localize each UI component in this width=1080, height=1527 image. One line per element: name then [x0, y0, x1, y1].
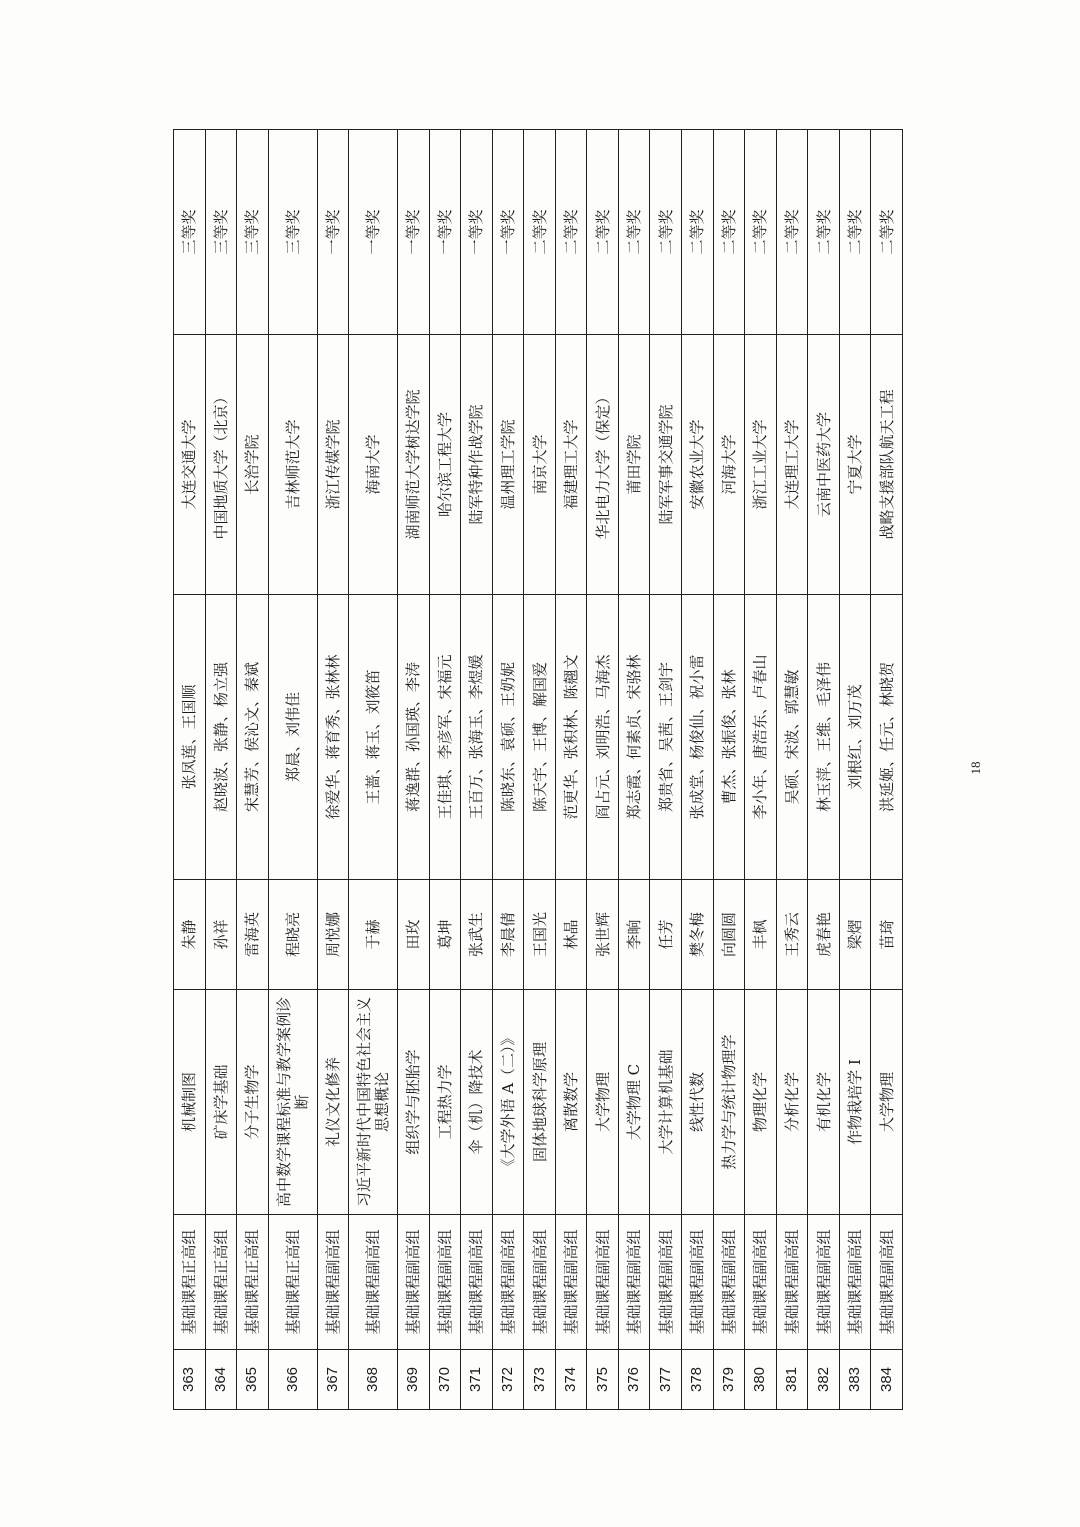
table-row	[682, 130, 714, 1410]
cell-school: 大连交通大学	[174, 335, 206, 595]
cell-group: 基础课程副高组	[682, 1215, 714, 1350]
cell-course: 大学物理	[871, 990, 903, 1215]
cell-group: 基础课程副高组	[871, 1215, 903, 1350]
cell-members: 洪延姬、任元、林晓贺	[871, 595, 903, 880]
cell-leader: 孙祥	[205, 880, 237, 990]
cell-group: 基础课程正高组	[205, 1215, 237, 1350]
cell-leader: 梁熠	[839, 880, 871, 990]
cell-school: 河海大学	[713, 335, 745, 595]
cell-award: 二等奖	[776, 130, 808, 335]
cell-group: 基础课程副高组	[839, 1215, 871, 1350]
cell-number: 364	[205, 1350, 237, 1410]
cell-course: 矿床学基础	[205, 990, 237, 1215]
cell-group: 基础课程副高组	[776, 1215, 808, 1350]
cell-course: 习近平新时代中国特色社会主义思想概论	[349, 990, 398, 1215]
cell-leader: 苗琦	[871, 880, 903, 990]
cell-school: 中国地质大学（北京）	[205, 335, 237, 595]
cell-course: 分析化学	[776, 990, 808, 1215]
cell-members: 林玉萍、王维、毛泽伟	[808, 595, 840, 880]
cell-school: 浙江工业大学	[745, 335, 777, 595]
cell-leader: 张武生	[461, 880, 493, 990]
cell-group: 基础课程副高组	[618, 1215, 650, 1350]
page-number: 18	[968, 761, 983, 775]
cell-award: 二等奖	[682, 130, 714, 335]
table-row	[587, 130, 619, 1410]
cell-leader: 虎春艳	[808, 880, 840, 990]
cell-group: 基础课程副高组	[317, 1215, 349, 1350]
table-body	[174, 130, 903, 1410]
cell-school: 陆军特种作战学院	[461, 335, 493, 595]
table-row	[776, 130, 808, 1410]
cell-school: 温州理工学院	[492, 335, 524, 595]
cell-school: 安徽农业大学	[682, 335, 714, 595]
cell-number: 368	[349, 1350, 398, 1410]
cell-school: 莆田学院	[618, 335, 650, 595]
cell-award: 二等奖	[587, 130, 619, 335]
cell-number: 383	[839, 1350, 871, 1410]
cell-members: 阎占元、刘明浩、马海杰	[587, 595, 619, 880]
cell-leader: 雷海英	[237, 880, 269, 990]
cell-members: 刘根红、刘万茂	[839, 595, 871, 880]
cell-number: 367	[317, 1350, 349, 1410]
cell-award: 一等奖	[429, 130, 461, 335]
cell-members: 王蔷、蒋玉、刘筱笛	[349, 595, 398, 880]
rotated-table-wrapper	[173, 130, 903, 1410]
cell-members: 李小年、唐浩东、卢春山	[745, 595, 777, 880]
cell-course: 有机化学	[808, 990, 840, 1215]
cell-leader: 向圆圆	[713, 880, 745, 990]
cell-members: 陈晓东、袁硕、王奶妮	[492, 595, 524, 880]
cell-award: 三等奖	[237, 130, 269, 335]
cell-leader: 林晶	[555, 880, 587, 990]
table-row	[397, 130, 429, 1410]
cell-number: 376	[618, 1350, 650, 1410]
table-row	[871, 130, 903, 1410]
cell-award: 一等奖	[397, 130, 429, 335]
cell-course: 物理化学	[745, 990, 777, 1215]
table-row	[555, 130, 587, 1410]
cell-number: 365	[237, 1350, 269, 1410]
cell-leader: 于赫	[349, 880, 398, 990]
cell-school: 宁夏大学	[839, 335, 871, 595]
table-row	[461, 130, 493, 1410]
table-row	[492, 130, 524, 1410]
cell-number: 374	[555, 1350, 587, 1410]
cell-group: 基础课程副高组	[650, 1215, 682, 1350]
table-row	[745, 130, 777, 1410]
cell-leader: 任芳	[650, 880, 682, 990]
table-row	[618, 130, 650, 1410]
cell-award: 二等奖	[618, 130, 650, 335]
cell-members: 徐爱华、蒋育秀、张林林	[317, 595, 349, 880]
table-row	[205, 130, 237, 1410]
cell-school: 南京大学	[524, 335, 556, 595]
cell-course: 伞（机）降技术	[461, 990, 493, 1215]
table-row	[808, 130, 840, 1410]
cell-group: 基础课程副高组	[397, 1215, 429, 1350]
cell-number: 369	[397, 1350, 429, 1410]
cell-course: 分子生物学	[237, 990, 269, 1215]
cell-group: 基础课程正高组	[268, 1215, 317, 1350]
cell-group: 基础课程副高组	[555, 1215, 587, 1350]
cell-course: 《大学外语 A（二）》	[492, 990, 524, 1215]
cell-award: 二等奖	[745, 130, 777, 335]
cell-school: 战略支援部队航天工程	[871, 335, 903, 595]
cell-number: 381	[776, 1350, 808, 1410]
cell-course: 大学计算机基础	[650, 990, 682, 1215]
cell-school: 大连理工大学	[776, 335, 808, 595]
cell-school: 湖南师范大学树达学院	[397, 335, 429, 595]
cell-leader: 王国光	[524, 880, 556, 990]
cell-school: 吉林师范大学	[268, 335, 317, 595]
cell-course: 机械制图	[174, 990, 206, 1215]
table-row	[713, 130, 745, 1410]
cell-group: 基础课程正高组	[174, 1215, 206, 1350]
cell-award: 二等奖	[555, 130, 587, 335]
cell-group: 基础课程副高组	[492, 1215, 524, 1350]
cell-leader: 张世辉	[587, 880, 619, 990]
cell-number: 378	[682, 1350, 714, 1410]
cell-leader: 王秀云	[776, 880, 808, 990]
cell-group: 基础课程副高组	[745, 1215, 777, 1350]
cell-award: 一等奖	[461, 130, 493, 335]
cell-number: 380	[745, 1350, 777, 1410]
cell-school: 华北电力大学（保定）	[587, 335, 619, 595]
cell-members: 陈天宇、王博、解国爱	[524, 595, 556, 880]
cell-number: 375	[587, 1350, 619, 1410]
cell-leader: 程晓亮	[268, 880, 317, 990]
cell-number: 384	[871, 1350, 903, 1410]
cell-school: 浙江传媒学院	[317, 335, 349, 595]
table-row	[650, 130, 682, 1410]
cell-members: 张成堂、杨俊仙、祝小雷	[682, 595, 714, 880]
cell-award: 一等奖	[492, 130, 524, 335]
cell-number: 377	[650, 1350, 682, 1410]
cell-number: 379	[713, 1350, 745, 1410]
cell-members: 张凤莲、王国顺	[174, 595, 206, 880]
cell-award: 三等奖	[174, 130, 206, 335]
cell-school: 长治学院	[237, 335, 269, 595]
cell-members: 郑志霞、何素贞、宋骆林	[618, 595, 650, 880]
cell-course: 高中数学课程标准与教学案例诊断	[268, 990, 317, 1215]
cell-award: 二等奖	[650, 130, 682, 335]
cell-members: 郑晨、刘伟佳	[268, 595, 317, 880]
cell-award: 二等奖	[524, 130, 556, 335]
cell-number: 371	[461, 1350, 493, 1410]
cell-group: 基础课程副高组	[587, 1215, 619, 1350]
cell-leader: 丰枫	[745, 880, 777, 990]
table-row	[839, 130, 871, 1410]
cell-members: 范更华、张积林、陈翹文	[555, 595, 587, 880]
cell-leader: 李晨倩	[492, 880, 524, 990]
cell-leader: 葛坤	[429, 880, 461, 990]
table-row	[349, 130, 398, 1410]
cell-school: 海南大学	[349, 335, 398, 595]
cell-award: 一等奖	[349, 130, 398, 335]
cell-group: 基础课程副高组	[461, 1215, 493, 1350]
cell-award: 二等奖	[808, 130, 840, 335]
table-row	[429, 130, 461, 1410]
cell-number: 370	[429, 1350, 461, 1410]
cell-leader: 田玫	[397, 880, 429, 990]
cell-group: 基础课程副高组	[349, 1215, 398, 1350]
cell-course: 工程热力学	[429, 990, 461, 1215]
cell-number: 373	[524, 1350, 556, 1410]
cell-course: 热力学与统计物理学	[713, 990, 745, 1215]
cell-leader: 李晌	[618, 880, 650, 990]
cell-course: 作物栽培学 I	[839, 990, 871, 1215]
cell-leader: 周悦娜	[317, 880, 349, 990]
table-row	[174, 130, 206, 1410]
cell-school: 哈尔滨工程大学	[429, 335, 461, 595]
cell-number: 382	[808, 1350, 840, 1410]
cell-course: 离散数学	[555, 990, 587, 1215]
cell-award: 一等奖	[317, 130, 349, 335]
cell-group: 基础课程副高组	[429, 1215, 461, 1350]
cell-members: 曹杰、张振俊、张林	[713, 595, 745, 880]
cell-school: 福建理工大学	[555, 335, 587, 595]
cell-members: 蒋逸群、孙国瑛、李涛	[397, 595, 429, 880]
cell-members: 郑贵省、吴茜、王剑宇	[650, 595, 682, 880]
cell-school: 云南中医药大学	[808, 335, 840, 595]
cell-course: 线性代数	[682, 990, 714, 1215]
cell-members: 吴硕、宋波、郭慧敏	[776, 595, 808, 880]
cell-number: 363	[174, 1350, 206, 1410]
cell-award: 三等奖	[268, 130, 317, 335]
cell-award: 二等奖	[839, 130, 871, 335]
table-row	[524, 130, 556, 1410]
cell-members: 王百万、张海玉、李煜媛	[461, 595, 493, 880]
cell-school: 陆军军事交通学院	[650, 335, 682, 595]
cell-number: 366	[268, 1350, 317, 1410]
table-row	[268, 130, 317, 1410]
cell-number: 372	[492, 1350, 524, 1410]
cell-award: 三等奖	[205, 130, 237, 335]
cell-group: 基础课程副高组	[713, 1215, 745, 1350]
cell-course: 大学物理	[587, 990, 619, 1215]
cell-group: 基础课程副高组	[808, 1215, 840, 1350]
cell-members: 王佳琪、李彦军、宋福元	[429, 595, 461, 880]
cell-course: 礼仪文化修养	[317, 990, 349, 1215]
cell-leader: 朱静	[174, 880, 206, 990]
cell-award: 二等奖	[871, 130, 903, 335]
cell-members: 赵晓波、张静、杨立强	[205, 595, 237, 880]
table-row	[237, 130, 269, 1410]
cell-members: 宋慧芳、侯沁文、秦斌	[237, 595, 269, 880]
cell-leader: 樊冬梅	[682, 880, 714, 990]
award-table	[173, 129, 903, 1410]
cell-award: 二等奖	[713, 130, 745, 335]
cell-group: 基础课程正高组	[237, 1215, 269, 1350]
cell-course: 固体地球科学原理	[524, 990, 556, 1215]
cell-course: 组织学与胚胎学	[397, 990, 429, 1215]
cell-group: 基础课程副高组	[524, 1215, 556, 1350]
cell-course: 大学物理 C	[618, 990, 650, 1215]
table-row	[317, 130, 349, 1410]
